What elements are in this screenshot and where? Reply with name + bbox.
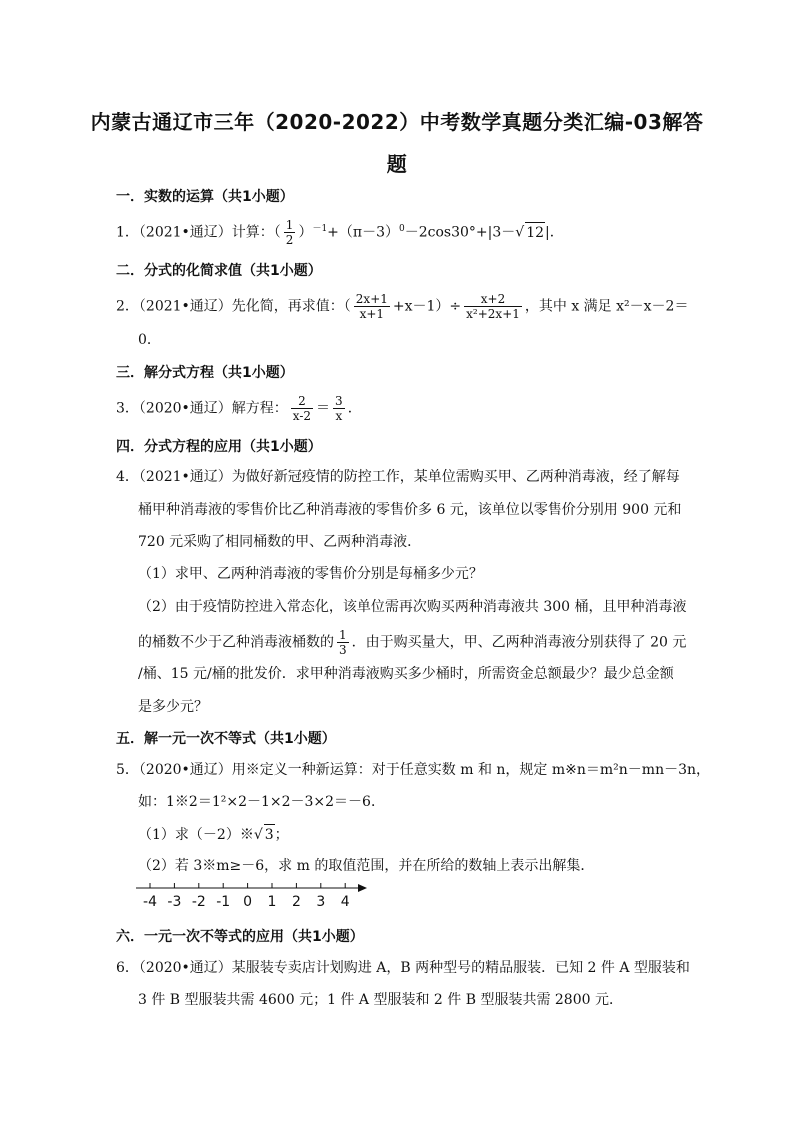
question-4-line3: 720 元采购了相同桶数的甲、乙两种消毒液． bbox=[138, 534, 422, 550]
question-2 bbox=[116, 292, 688, 321]
q5-l3-lead: （1）求（－2）※ bbox=[138, 827, 254, 843]
number-line-tick-label: -2 bbox=[191, 894, 206, 910]
q5-sqrt: 3 bbox=[264, 824, 275, 845]
document-title-line2: 题 bbox=[386, 152, 408, 176]
section-heading-3: 三．解分式方程（共1小题） bbox=[116, 365, 294, 381]
number-line-tick-label: 2 bbox=[291, 894, 301, 910]
q5-l3-tail: ； bbox=[274, 827, 289, 843]
question-1: 1．（2021•通辽）计算：（ $\frac{1}{2}$ ）$^{-1}+(\pi-3)^0-2\cos 30^\circ+|3-√$ 12|． bbox=[116, 218, 564, 247]
q3-f1-den: x-2 bbox=[292, 409, 312, 423]
q4-fraction bbox=[337, 628, 349, 657]
q3-f1-num: 2 bbox=[298, 394, 306, 408]
question-3 bbox=[116, 394, 362, 423]
question-5-part1: （1）求（－2）※√ 3； bbox=[138, 824, 289, 845]
q2-fraction-1 bbox=[354, 292, 390, 321]
q2-f1-den: x+1 bbox=[354, 306, 390, 321]
q3-tail: ． bbox=[347, 400, 362, 417]
q1-exp1: －1 bbox=[312, 223, 328, 234]
number-line-tick-label: 3 bbox=[316, 894, 326, 910]
section-heading-5: 五．解一元一次不等式（共1小题） bbox=[116, 731, 336, 747]
question-4-line1: 4．（2021•通辽）为做好新冠疫情的防控工作，某单位需购买甲、乙两种消毒液，经了解每 bbox=[116, 469, 680, 485]
question-4-line7: /桶、15 元/桶的批发价．求甲种消毒液购买多少桶时，所需资金总额最少？最少总金额 bbox=[138, 666, 674, 682]
number-line-ticks bbox=[143, 883, 350, 910]
q1-fraction bbox=[284, 218, 296, 247]
q1-part5: |． bbox=[545, 224, 564, 241]
question-4-line2: 桶甲种消毒液的零售价比乙种消毒液的零售价多 6 元，该单位以零售价分别用 900 元和 bbox=[138, 502, 682, 518]
q1-part3: +（π－3） bbox=[327, 224, 400, 241]
document-title-line1: 内蒙古通辽市三年（2020-2022）中考数学真题分类汇编-03解答 bbox=[90, 110, 704, 134]
q3-f2-num: 3 bbox=[335, 394, 343, 408]
question-5-line2: 如：1※2＝1²×2－1×2－3×2＝－6． bbox=[138, 794, 385, 810]
q1-frac-den: 2 bbox=[285, 233, 294, 247]
question-2-line2: 0． bbox=[138, 332, 161, 348]
question-4-part2: （2）由于疫情防控进入常态化，该单位需再次购买两种消毒液共 300 桶，且甲种消毒液 bbox=[138, 599, 687, 615]
question-6-line2: 3 件 B 型服装共需 4600 元；1 件 A 型服装和 2 件 B 型服装共需 2800 元． bbox=[138, 992, 623, 1008]
question-6-line1: 6．（2020•通辽）某服装专卖店计划购进 A，B 两种型号的精品服装．已知 2 件 A 型服装和 bbox=[116, 960, 690, 976]
question-5-part2: （2）若 3※m≥－6，求 m 的取值范围，并在所给的数轴上表示出解集． bbox=[138, 858, 595, 874]
question-4-part1: （1）求甲、乙两种消毒液的零售价分别是每桶多少元？ bbox=[138, 566, 483, 582]
number-line-tick-label: 4 bbox=[340, 894, 350, 910]
section-heading-6: 六．一元一次不等式的应用（共1小题） bbox=[116, 929, 364, 945]
q2-f2-num: x+2 bbox=[480, 292, 506, 306]
number-line-tick-label: -3 bbox=[167, 894, 182, 910]
q2-mid: +x－1）÷ bbox=[392, 298, 462, 315]
q1-exp2: 0 bbox=[399, 223, 405, 234]
q4-frac-num: 1 bbox=[339, 628, 347, 642]
question-5-line1: 5．（2020•通辽）用※定义一种新运算：对于任意实数 m 和 n，规定 m※n＝m²n－mn－3n， bbox=[116, 762, 711, 778]
q3-lead: 3．（2020•通辽）解方程： bbox=[116, 400, 288, 417]
q2-fraction-2 bbox=[464, 292, 522, 321]
q1-part2: ） bbox=[298, 224, 313, 241]
number-line-tick-label: -1 bbox=[216, 894, 231, 910]
q4-l6-tail: ．由于购买量大，甲、乙两种消毒液分别获得了 20 元 bbox=[351, 634, 687, 651]
q1-part4: －2cos30°+|3－ bbox=[404, 224, 516, 241]
number-line bbox=[136, 876, 368, 910]
q4-l6-lead: 的桶数不少于乙种消毒液桶数的 bbox=[138, 634, 334, 651]
question-4-line6 bbox=[138, 628, 686, 657]
number-line-tick-label: 0 bbox=[243, 894, 253, 910]
q2-f1-num: 2x+1 bbox=[355, 292, 388, 306]
q1-sqrt: 12 bbox=[525, 222, 545, 243]
q2-f2-den: x²+2x+1 bbox=[466, 307, 520, 321]
q4-frac-den: 3 bbox=[339, 643, 347, 657]
question-4-line8: 是多少元？ bbox=[138, 699, 208, 715]
number-line-tick-label: -4 bbox=[143, 894, 157, 910]
number-line-arrow bbox=[358, 884, 367, 892]
q1-frac-num: 1 bbox=[285, 218, 294, 232]
q3-fraction-2 bbox=[333, 394, 345, 423]
q3-fraction-1 bbox=[291, 394, 313, 423]
section-heading-4: 四．分式方程的应用（共1小题） bbox=[116, 439, 322, 455]
number-line-tick-label: 1 bbox=[267, 894, 277, 910]
q2-tail: ，其中 x 满足 x²－x－2＝ bbox=[524, 298, 689, 315]
q1-lead: 1．（2021•通辽）计算：（ bbox=[116, 224, 281, 241]
q2-lead: 2．（2021•通辽）先化简，再求值：（ bbox=[116, 298, 351, 315]
q3-f2-den: x bbox=[333, 408, 345, 423]
section-heading-2: 二．分式的化简求值（共1小题） bbox=[116, 263, 322, 279]
q3-eq: ＝ bbox=[316, 400, 331, 417]
section-heading-1: 一．实数的运算（共1小题） bbox=[116, 189, 294, 205]
